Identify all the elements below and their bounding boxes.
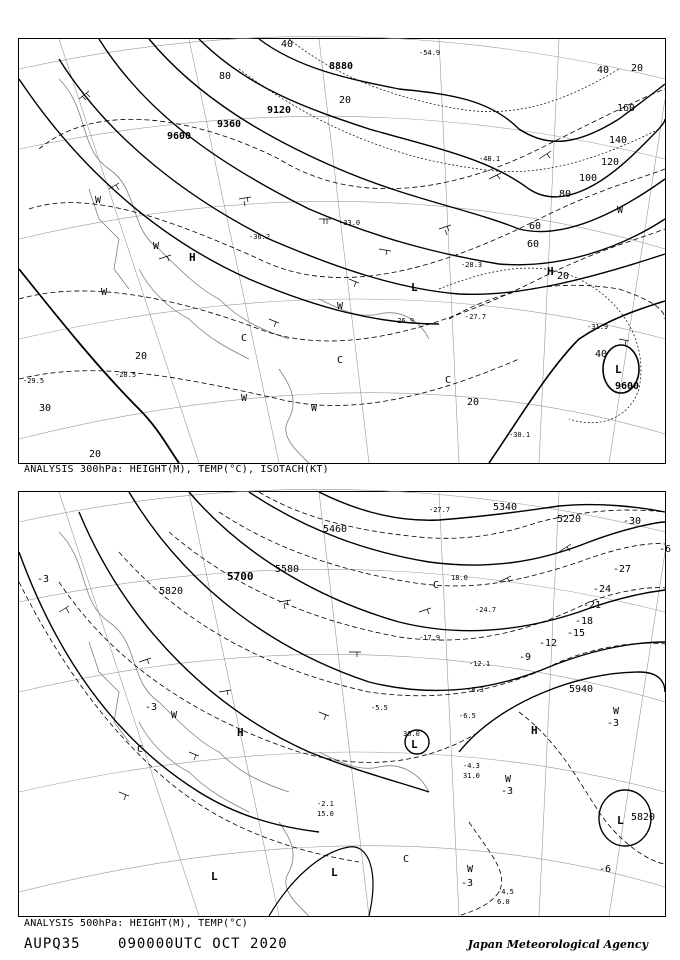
station-value: -5.5 bbox=[371, 704, 388, 712]
isotach-label: 30 bbox=[39, 403, 52, 414]
map-300hpa-canvas bbox=[19, 39, 665, 463]
chart-caption-500hpa: ANALYSIS 500hPa: HEIGHT(M), TEMP(°C) bbox=[24, 918, 248, 929]
agency-name: Japan Meteorological Agency bbox=[467, 938, 648, 951]
isotherm-label: -18 bbox=[575, 616, 594, 627]
isotach-label: 40 bbox=[281, 39, 294, 50]
station-value: 31.0 bbox=[463, 772, 480, 780]
warm-label: W bbox=[617, 205, 624, 216]
station-temperature: -27.7 bbox=[465, 313, 487, 321]
low-center-label: L bbox=[411, 281, 418, 294]
height-label: 5940 bbox=[569, 684, 594, 695]
wind-barbs bbox=[59, 544, 571, 800]
isotherm-label: -3 bbox=[501, 786, 514, 797]
isotherm-label: -21 bbox=[583, 600, 602, 611]
isotherm-label: -15 bbox=[567, 628, 586, 639]
high-center-label: H bbox=[531, 724, 538, 737]
isotach-label: 80 bbox=[559, 189, 572, 200]
station-temperature: -26.9 bbox=[393, 317, 415, 325]
chart-caption-300hpa: ANALYSIS 300hPa: HEIGHT(M), TEMP(°C), ISOTACH(KT) bbox=[24, 464, 329, 475]
isotherm-label: -12 bbox=[539, 638, 558, 649]
isotach-label: 20 bbox=[467, 397, 480, 408]
station-value: -6.5 bbox=[459, 712, 476, 720]
isotach-label: 100 bbox=[579, 173, 598, 184]
isotach-label: 40 bbox=[597, 65, 610, 76]
station-temperature: -28.5 bbox=[115, 371, 137, 379]
isotherm-label: -3 bbox=[607, 718, 620, 729]
station-temperature: -28.3 bbox=[461, 261, 483, 269]
warm-label: W bbox=[101, 287, 108, 298]
height-label: 9600 bbox=[167, 131, 192, 142]
warm-label: W bbox=[505, 774, 512, 785]
isotach-label: 20 bbox=[135, 351, 148, 362]
isotach-label: 140 bbox=[609, 135, 628, 146]
station-value: -4.5 bbox=[497, 888, 514, 896]
cold-label: C bbox=[241, 333, 248, 344]
station-temperature: -48.1 bbox=[479, 155, 501, 163]
map-500hpa-canvas bbox=[19, 492, 672, 916]
station-temperature: -30.1 bbox=[509, 431, 531, 439]
isotach-label: 120 bbox=[601, 157, 620, 168]
isotach-label: 80 bbox=[219, 71, 232, 82]
isotach-label: 60 bbox=[527, 239, 540, 250]
low-center-label: L bbox=[411, 738, 418, 751]
cold-label: C bbox=[137, 744, 144, 755]
station-value: -12.1 bbox=[469, 660, 491, 668]
high-center-label: H bbox=[547, 265, 554, 278]
low-center-label: L bbox=[615, 363, 622, 376]
coastline bbox=[59, 79, 429, 463]
temperature-isotherms bbox=[19, 492, 665, 916]
low-center-label: L bbox=[617, 814, 624, 827]
isotherm-label: -24 bbox=[593, 584, 612, 595]
isotach-label: 60 bbox=[529, 221, 542, 232]
isotherm-label: -3 bbox=[145, 702, 158, 713]
station-value: -4.3 bbox=[463, 762, 480, 770]
cold-label: C bbox=[445, 375, 452, 386]
high-center-label: H bbox=[237, 726, 244, 739]
analysis-time: 090000UTC OCT 2020 bbox=[118, 936, 288, 952]
station-value: 36.0 bbox=[403, 730, 420, 738]
isotach-label: 20 bbox=[631, 63, 644, 74]
height-label: 5820 bbox=[159, 586, 184, 597]
station-value: 18.0 bbox=[451, 574, 468, 582]
height-label: 5220 bbox=[557, 514, 582, 525]
station-value: -17.9 bbox=[419, 634, 441, 642]
station-value: 6.0 bbox=[497, 898, 510, 906]
station-temperature: -54.9 bbox=[419, 49, 441, 57]
isotherm-label: -6 bbox=[599, 864, 612, 875]
isotherm-label: -3 bbox=[37, 574, 50, 585]
cold-label: C bbox=[337, 355, 344, 366]
height-label: 5820 bbox=[631, 812, 656, 823]
station-temperature: -29.5 bbox=[23, 377, 45, 385]
isotach-label: 160 bbox=[617, 103, 636, 114]
height-contours bbox=[19, 492, 665, 916]
station-value: -8.3 bbox=[467, 686, 484, 694]
height-label: 5580 bbox=[275, 564, 300, 575]
warm-label: W bbox=[613, 706, 620, 717]
warm-label: W bbox=[171, 710, 178, 721]
height-label: 9600 bbox=[615, 381, 640, 392]
warm-label: W bbox=[241, 393, 248, 404]
station-temperature: -31.9 bbox=[587, 323, 609, 331]
station-value: -27.7 bbox=[429, 506, 451, 514]
map-500hpa bbox=[18, 491, 672, 917]
station-value: 15.0 bbox=[317, 810, 334, 818]
isotach-label: 20 bbox=[557, 271, 570, 282]
warm-label: W bbox=[95, 195, 102, 206]
isotherm-label: -30 bbox=[623, 516, 642, 527]
height-label: 9120 bbox=[267, 105, 292, 116]
coastline bbox=[59, 532, 429, 916]
isotherm-label: -27 bbox=[613, 564, 632, 575]
isotach-label: 40 bbox=[595, 349, 608, 360]
height-label: 5460 bbox=[323, 524, 348, 535]
isotherm-label: -6 bbox=[659, 544, 672, 555]
warm-label: W bbox=[311, 403, 318, 414]
height-label: 9360 bbox=[217, 119, 242, 130]
height-label: 5340 bbox=[493, 502, 518, 513]
isotherm-label: -9 bbox=[519, 652, 532, 663]
station-value: -24.7 bbox=[475, 606, 497, 614]
isotach-label: 20 bbox=[339, 95, 352, 106]
high-center-label: H bbox=[189, 251, 196, 264]
station-temperature: -33.0 bbox=[339, 219, 361, 227]
low-center-label: L bbox=[331, 866, 338, 879]
station-temperature: -36.2 bbox=[249, 233, 271, 241]
low-center-label: L bbox=[211, 870, 218, 883]
height-label: 8880 bbox=[329, 61, 354, 72]
product-code: AUPQ35 bbox=[24, 936, 81, 952]
isotherm-label: -3 bbox=[461, 878, 474, 889]
station-value: -2.1 bbox=[317, 800, 334, 808]
warm-label: W bbox=[153, 241, 160, 252]
product-header bbox=[24, 936, 288, 952]
height-label: 5700 bbox=[227, 570, 254, 583]
isotach-label: 20 bbox=[89, 449, 102, 460]
warm-label: W bbox=[337, 301, 344, 312]
cold-label: C bbox=[403, 854, 410, 865]
graticule bbox=[19, 489, 665, 916]
cold-label: C bbox=[433, 580, 440, 591]
warm-label: W bbox=[467, 864, 474, 875]
map-300hpa bbox=[18, 38, 666, 464]
